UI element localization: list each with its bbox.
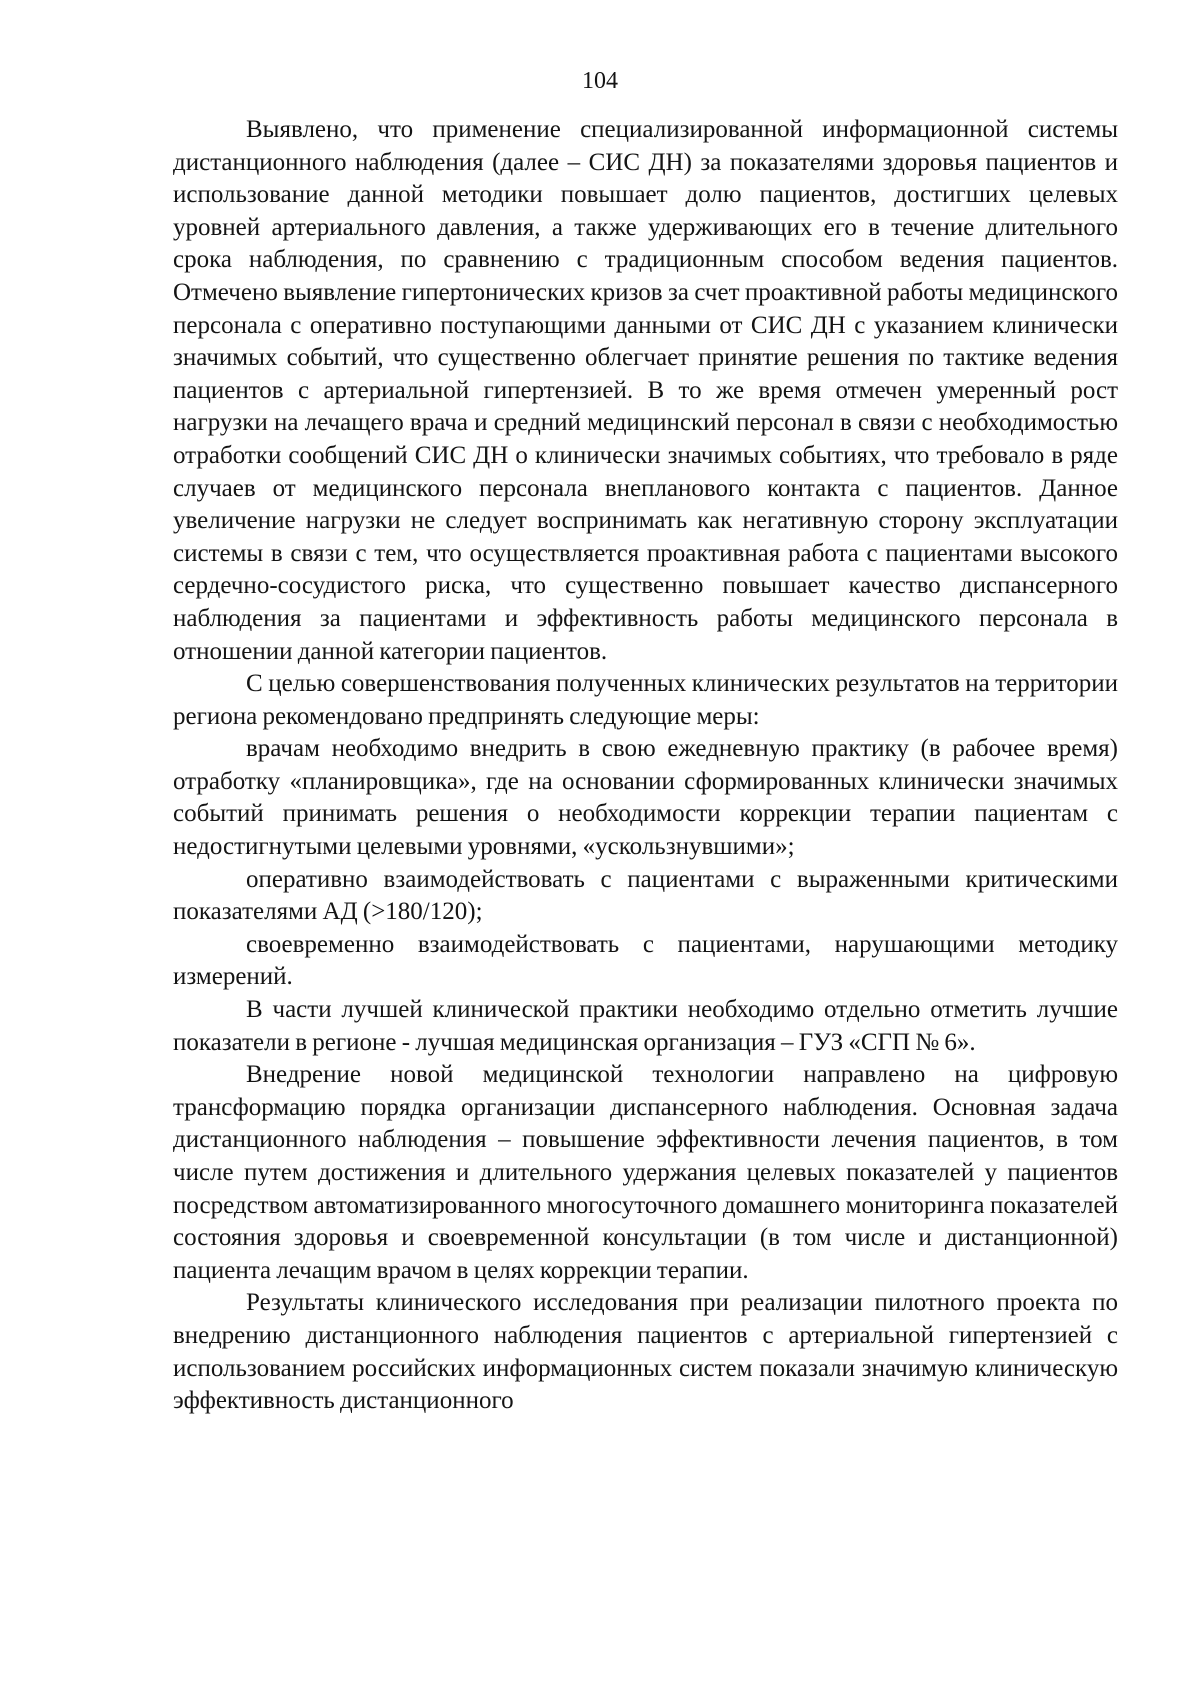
page-number: 104 <box>582 68 618 94</box>
list-item-measurement-method: своевременно взаимодействовать с пациентами, нарушающими методику измерений. <box>173 930 1118 991</box>
paragraph-best-practice: В части лучшей клинической практики необходимо отдельно отметить лучшие показатели в регионе - лучшая медицинская организация – ГУЗ «СГП № 6». <box>173 996 1118 1056</box>
paragraph-findings: Выявлено, что применение специализированной информационной системы дистанционного наблюдения (далее – СИС ДН) за показателями здоровья пациентов и использование данной методики повышает долю пациентов, достигших целевых уровней артериального давления, а также удерживающих его в течение длительного срока наблюдения, по сравнению с традиционным способом ведения пациентов. Отмечено выявление гипертонических кризов за счет проактивной работы медицинского персонала с оперативно поступающими данными от СИС ДН с указанием клинически значимых событий, что существенно облегчает принятие решения по тактике ведения пациентов с артериальной гипертензией. В то же время отмечен умеренный рост нагрузки на лечащего врача и средний медицинский персонал в связи с необходимостью отработки сообщений СИС ДН о клинически значимых событиях, что требовало в ряде случаев от медицинского персонала внепланового контакта с пациентов. Данное увеличение нагрузки не следует воспринимать как негативную сторону эксплуатации системы в связи с тем, что осуществляется проактивная работа с пациентами высокого сердечно-сосудистого риска, что существенно повышает качество диспансерного наблюдения за пациентами и эффективность работы медицинского персонала в отношении данной категории пациентов. <box>173 116 1118 665</box>
list-item-critical-bp: оперативно взаимодействовать с пациентами с выраженными критическими показателями АД (>180/120); <box>173 865 1118 926</box>
body-text <box>173 114 1118 1418</box>
list-item-planner: врачам необходимо внедрить в свою ежедневную практику (в рабочее время) отработку «планировщика», где на основании сформированных клинически значимых событий принимать решения о необходимости коррекции терапии пациентам с недостигнутыми целевыми уровнями, «ускользнувшими»; <box>173 735 1118 861</box>
paragraph-recommendations-intro: С целью совершенствования полученных клинических результатов на территории региона рекомендовано предпринять следующие меры: <box>173 670 1118 730</box>
paragraph-pilot-results: Результаты клинического исследования при реализации пилотного проекта по внедрению дистанционного наблюдения пациентов с артериальной гипертензией с использованием российских информационных систем показали значимую клиническую эффективность дистанционного <box>173 1289 1118 1415</box>
paragraph-digital-transformation: Внедрение новой медицинской технологии направлено на цифровую трансформацию порядка организации диспансерного наблюдения. Основная задача дистанционного наблюдения – повышение эффективности лечения пациентов, в том числе путем достижения и длительного удержания целевых показателей у пациентов посредством автоматизированного многосуточного домашнего мониторинга показателей состояния здоровья и своевременной консультации (в том числе и дистанционной) пациента лечащим врачом в целях коррекции терапии. <box>173 1061 1118 1284</box>
